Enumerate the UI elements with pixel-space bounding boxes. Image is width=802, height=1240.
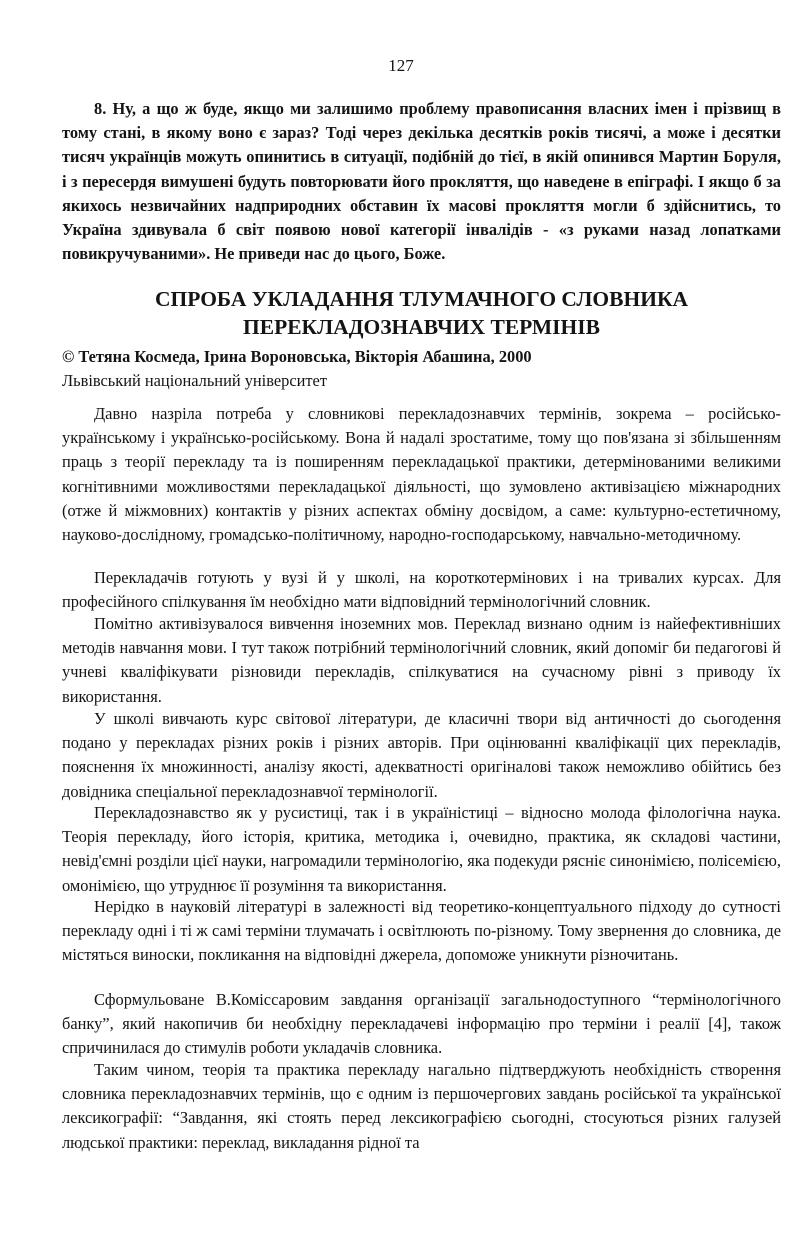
- body-paragraph-4: У школі вивчають курс світової літератури, де класичні твори від античності до сьогодення подано у перекладах різних років і різних авторів. При оцінюванні кваліфікації цих перекладів, пояснення їх множинності, аналізу якості, адекватності оригіналові також неможливо обійтись без довідника спеціальної перекладознавчої термінології.: [62, 709, 781, 801]
- page-number: 127: [388, 56, 414, 75]
- body-paragraph-3: Помітно активізувалося вивчення іноземних мов. Переклад визнано одним із найефективніших методів навчання мови. І тут також потрібний термінологічний словник, який допоміг би педагогові й учневі кваліфікувати різновиди перекладів, спілкуватися на сучасному рівні з приводу їх використання.: [62, 614, 781, 706]
- body-paragraph-2: Перекладачів готують у вузі й у школі, на короткотермінових і на тривалих курсах. Для професійного спілкування їм необхідно мати відповідний термінологічний словник.: [62, 568, 781, 612]
- affiliation-line: Львівський національний університет: [62, 371, 327, 390]
- article-title-line-1: СПРОБА УКЛАДАННЯ ТЛУМАЧНОГО СЛОВНИКА: [154, 287, 689, 311]
- intro-paragraph: 8. Ну, а що ж буде, якщо ми залишимо проблему правописання власних імен і прізвищ в тому стані, в якому воно є зараз? Тоді через декілька десятків років тисячі, а може і десятки тисяч українців можуть опинитись в ситуації, подібній до тієї, в якій опинився Мартин Боруля, і з пересердя вимушені будуть повторювати його прокляття, що наведене в епіграфі. І якщо б за якихось незвичайних надприродних обставин їх масові прокляття могли б здійснитись, то Україна здивувала б світ появою нової категорії інвалідів - «з руками назад лопатками повикручуваними». Не приведи нас до цього, Боже.: [62, 99, 781, 264]
- body-paragraph-6: Нерідко в науковій літературі в залежності від теоретико-концептуального підходу до сутності перекладу одні і ті ж самі терміни тлумачать і освітлюють по-різному. Тому звернення до словника, де містяться виноски, покликання на відповідні джерела, допоможе уникнути різночитань.: [62, 897, 781, 965]
- body-paragraph-7: Сформульоване В.Коміссаровим завдання організації загальнодоступного “термінологічного банку”, який накопичив би необхідну перекладачеві інформацію про терміни і реалії [4], також спричинилася до стимулів роботи укладачів словника.: [62, 990, 781, 1058]
- article-title: [62, 285, 781, 341]
- article-title-line-2: ПЕРЕКЛАДОЗНАВЧИХ ТЕРМІНІВ: [243, 315, 600, 339]
- body-paragraph-5: Перекладознавство як у русистиці, так і в україністиці – відносно молода філологічна наука. Теорія перекладу, його історія, критика, методика і, очевидно, практика, як складові частини, невід'ємні розділи цієї науки, нагромадили термінологію, яка подекуди рясніє синонімією, полісемією, омонімією, що утруднює її розуміння та використання.: [62, 803, 781, 895]
- body-paragraph-8: Таким чином, теорія та практика перекладу нагально підтверджують необхідність створення словника перекладознавчих термінів, що є одним із першочергових завдань російської та української лексикографії: “Завдання, які стоять перед лексикографією сьогодні, стосуються різних галузей людської практики: переклад, викладання рідної та: [62, 1060, 781, 1152]
- body-paragraph-1: Давно назріла потреба у словникові перекладознавчих термінів, зокрема – російсько-українському і українсько-російському. Вона й надалі зростатиме, тому що пов'язана зі збільшенням праць з теорії перекладу та із поширенням перекладацької практики, детермінованими великими когнітивними можливостями перекладацької діяльності, що зумовлено активізацією міжнародних (отже й міжмовних) контактів у різних аспектах обміну досвідом, а саме: культурно-естетичному, науково-дослідному, громадсько-політичному, народно-господарському, навчально-методичному.: [62, 404, 781, 545]
- authors-line: © Тетяна Космеда, Ірина Вороновська, Вікторія Абашина, 2000: [62, 347, 532, 366]
- article-byline: [62, 345, 781, 393]
